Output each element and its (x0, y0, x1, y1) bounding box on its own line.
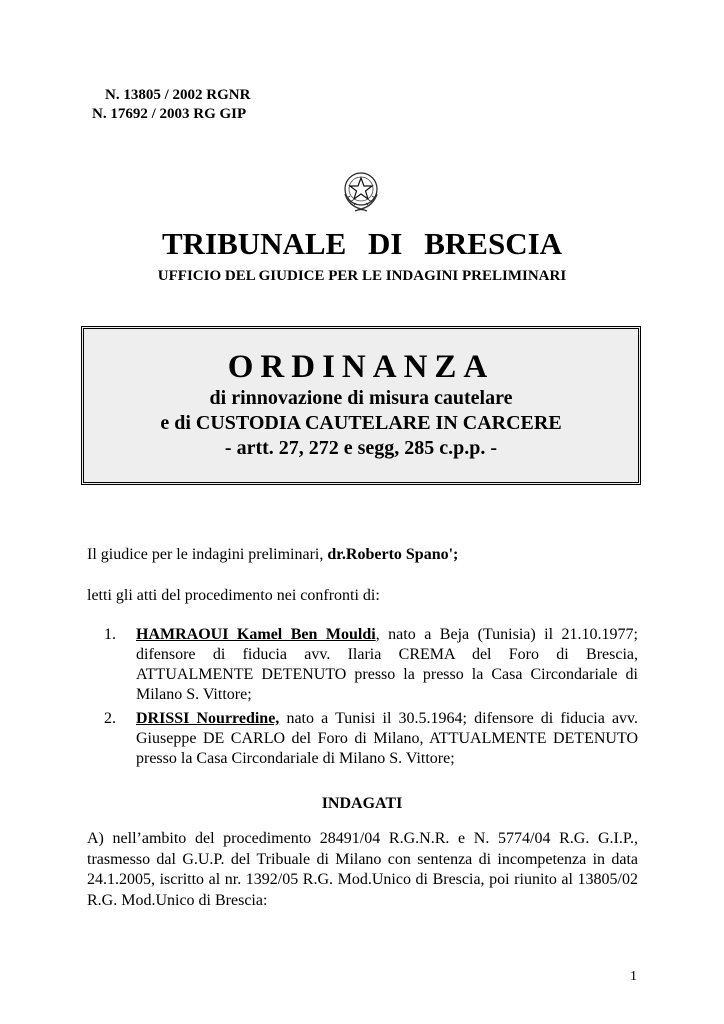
court-name: TRIBUNALE DI BRESCIA (161, 226, 563, 261)
page-number: 1 (630, 969, 637, 984)
case-ref-gip: N. 17692 / 2003 RG GIP (92, 106, 247, 122)
judge-paragraph (87, 544, 458, 565)
ordinance-articles: - artt. 27, 272 e segg, 285 c.p.p. - (224, 437, 498, 459)
ordinance-title: ORDINANZA (227, 349, 495, 385)
case-ref-rgnr: N. 13805 / 2002 RGNR (105, 87, 251, 103)
italian-republic-emblem-icon (339, 168, 383, 214)
paragraph-a: A) nell’ambito del procedimento 28491/04 R.G.N.R. e N. 5774/04 R.G. G.I.P., trasmesso dal G.U.P. del Tribuale di Milano con sentenza di incompetenza in data 24.1.2005, iscritto al nr. 1392/05 R.G. Mod.Unico di Brescia, poi riunito al 13805/02 R.G. Mod.Unico di Brescia: (87, 830, 638, 909)
acts-paragraph: letti gli atti del procedimento nei confronti di: (87, 587, 380, 604)
judge-prefix: Il giudice per le indagini preliminari, (87, 546, 328, 563)
ordinance-subtitle-1: di rinnovazione di misura cautelare (209, 387, 513, 409)
defendants-list (87, 625, 638, 773)
list-item-number: 1. (104, 626, 116, 643)
list-item (87, 625, 638, 705)
office-name: UFFICIO DEL GIUDICE PER LE INDAGINI PRELIMINARI (157, 268, 567, 284)
defendant-details: , nato a Beja (Tunisia) il 21.10.1977; difensore di fiducia avv. Ilaria CREMA del Foro di Brescia, ATTUALMENTE DETENUTO presso la presso la Casa Circondariale di Milano S. Vittore; (136, 626, 639, 703)
defendant-details: nato a Tunisi il 30.5.1964; difensore di fiducia avv. Giuseppe DE CARLO del Foro di Milano, ATTUALMENTE DETENUTO presso la Casa Circondariale di Milano S. Vittore; (136, 710, 639, 767)
judge-name: dr.Roberto Spano'; (327, 546, 459, 563)
section-heading-indagati: INDAGATI (321, 795, 403, 812)
case-references (92, 86, 250, 124)
ordinance-title-box (81, 326, 641, 485)
defendant-name: DRISSI Nourredine, (136, 710, 280, 727)
list-item-number: 2. (104, 710, 116, 727)
list-item (87, 709, 638, 769)
list-item-text (136, 625, 638, 705)
ordinance-subtitle-2: e di CUSTODIA CAUTELARE IN CARCERE (160, 412, 562, 434)
defendant-name: HAMRAOUI Kamel Ben Mouldi (136, 626, 376, 643)
list-item-text (136, 709, 638, 769)
